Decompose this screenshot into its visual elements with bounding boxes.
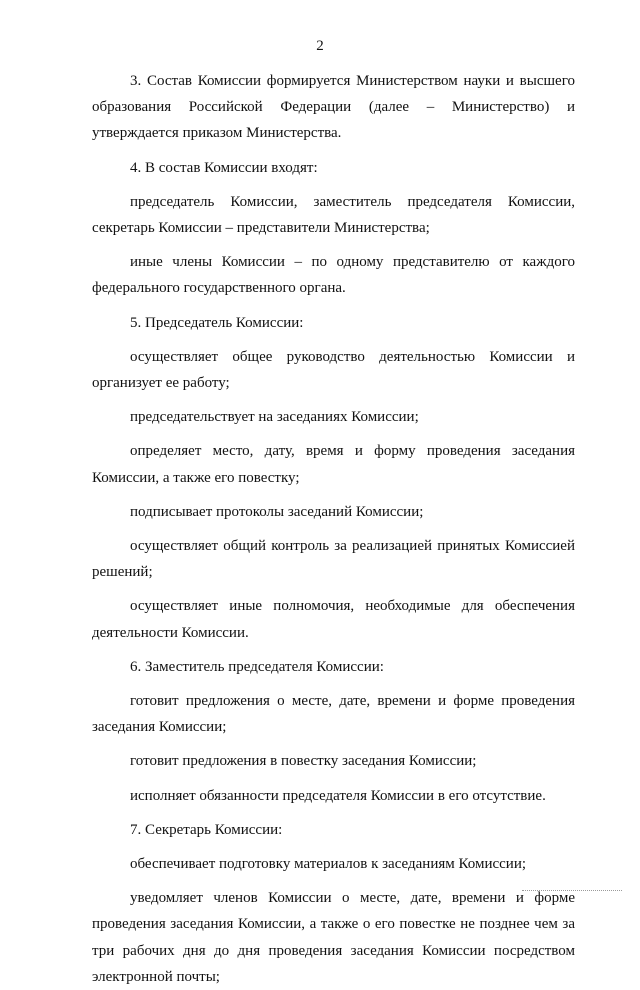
scan-artifact-line bbox=[522, 890, 622, 892]
paragraph-5-general-control: осуществляет общий контроль за реализацией принятых Комиссией решений; bbox=[92, 538, 575, 581]
paragraph-4-heading: 4. В состав Комиссии входят: bbox=[130, 159, 318, 176]
paragraph-7-heading: 7. Секретарь Комиссии: bbox=[130, 821, 283, 838]
document-body bbox=[92, 68, 575, 990]
paragraph-5-presides: председательствует на заседаниях Комиссии; bbox=[130, 409, 419, 426]
paragraph-7-notifies-members: уведомляет членов Комиссии о месте, дате, времени и форме проведения заседания Комиссии, а также о его повестке не позднее чем за три рабочих дня до дня проведения заседания Комиссии посредством электронной почты; bbox=[92, 890, 575, 985]
paragraph-5-other-powers: осуществляет иные полномочия, необходимые для обеспечения деятельности Комиссии. bbox=[92, 598, 575, 641]
paragraph-5-general-management: осуществляет общее руководство деятельностью Комиссии и организует ее работу; bbox=[92, 348, 575, 392]
paragraph-6-heading: 6. Заместитель председателя Комиссии: bbox=[130, 658, 384, 675]
paragraph-6-prepares-proposals: готовит предложения о месте, дате, времени и форме проведения заседания Комиссии; bbox=[92, 693, 575, 736]
paragraph-6-acting-chair: исполняет обязанности председателя Комиссии в его отсутствие. bbox=[130, 787, 546, 804]
paragraph-5-determines-meeting: определяет место, дату, время и форму проведения заседания Комиссии, а также его повестку; bbox=[92, 443, 575, 486]
paragraph-3-composition: 3. Состав Комиссии формируется Министерством науки и высшего образования Российской Федерации (далее – Министерство) и утверждается приказом Министерства. bbox=[92, 73, 575, 142]
paragraph-6-agenda-proposals: готовит предложения в повестку заседания Комиссии; bbox=[130, 753, 477, 770]
paragraph-5-signs-protocols: подписывает протоколы заседаний Комиссии; bbox=[130, 503, 424, 520]
paragraph-4-other-members: иные члены Комиссии – по одному представителю от каждого федерального государственного органа. bbox=[92, 254, 575, 297]
page-number: 2 bbox=[316, 38, 324, 54]
paragraph-4-chair-deputy-secretary: председатель Комиссии, заместитель председателя Комиссии, секретарь Комиссии – представители Министерства; bbox=[92, 193, 575, 237]
paragraph-7-prepares-materials: обеспечивает подготовку материалов к заседаниям Комиссии; bbox=[130, 856, 527, 873]
paragraph-5-heading: 5. Председатель Комиссии: bbox=[130, 314, 304, 331]
